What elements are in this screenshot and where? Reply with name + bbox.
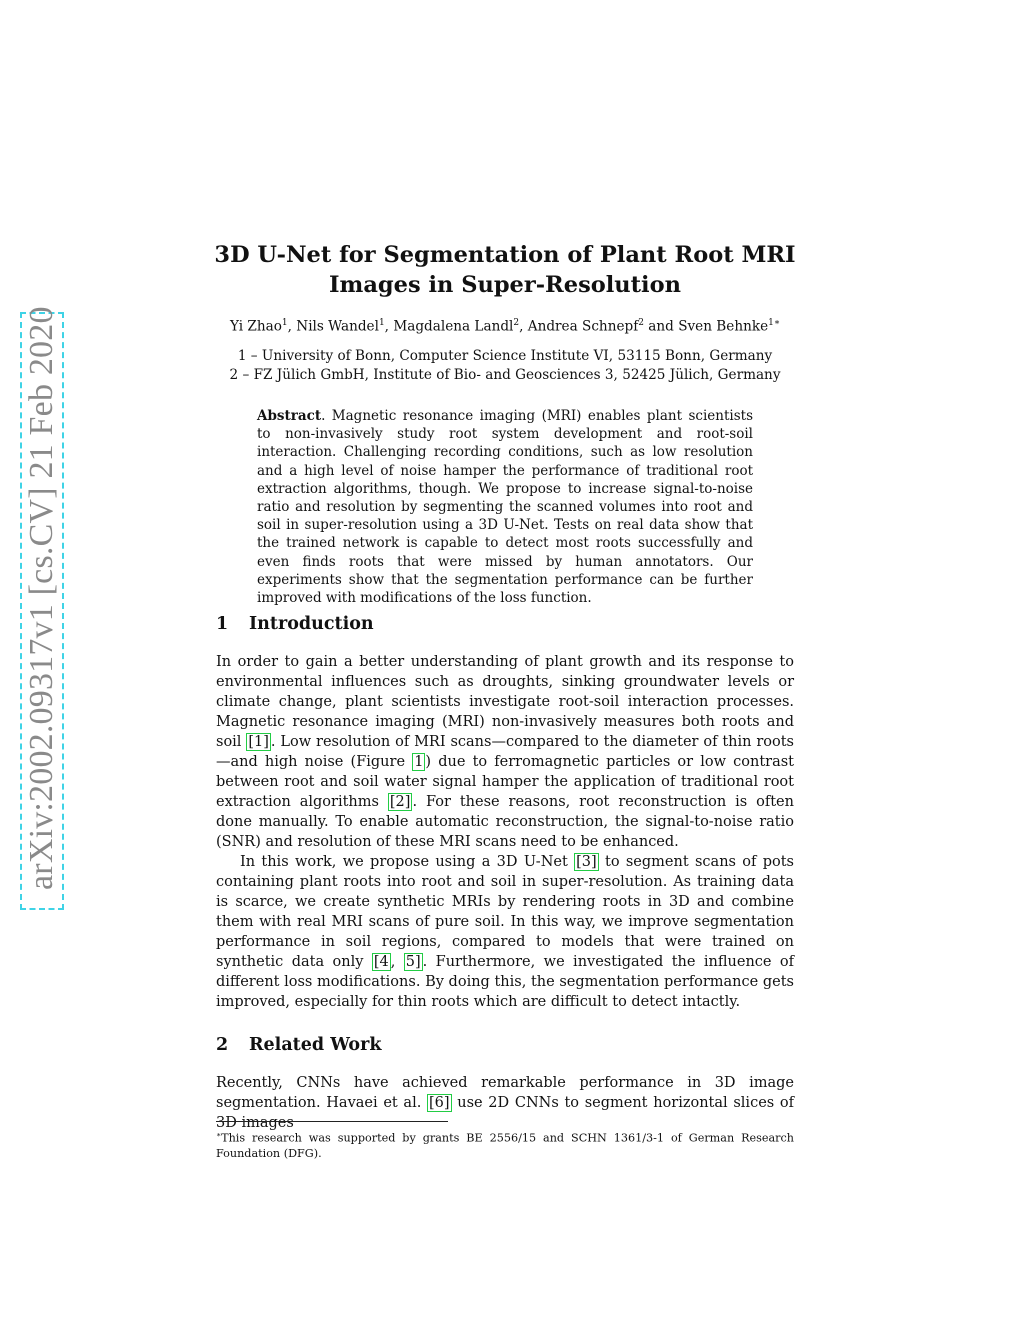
- arxiv-identifier: arXiv:2002.09317v1 [cs.CV] 21 Feb 2020: [23, 306, 60, 890]
- author-list: Yi Zhao$^1$, Nils Wandel$^1$, Magdalena Landl$^2$, Andrea Schnepf$^2$ and Sven Behnke$^{1∗}$: [230, 318, 780, 335]
- citation-link[interactable]: [4: [373, 954, 389, 970]
- author-mark: 2: [513, 318, 520, 328]
- section-title: Introduction: [249, 614, 374, 634]
- abstract-label: Abstract: [257, 408, 322, 424]
- citation-link[interactable]: [2]: [389, 794, 411, 810]
- footnote-text: This research was supported by grants BE 2556/15 and SCHN 1361/3-1 of German Research Foundation (DFG).: [216, 1131, 794, 1161]
- abstract-text: . Magnetic resonance imaging (MRI) enables plant scientists to non-invasively study root system development and root-soil interaction. Challenging recording conditions, such as low resolution and a high level of noise hamper the performance of traditional root extraction algorithms, though. We propose to increase signal-to-noise ratio and resolution by segmenting the scanned volumes into root and soil in super-resolution using a 3D U-Net. Tests on real data show that the trained network is capable to detect most roots successfully and even finds roots that were missed by human annotators. Our experiments show that the segmentation performance can be further improved with modifications of the loss function.: [257, 408, 753, 607]
- figure-link[interactable]: 1: [414, 754, 424, 770]
- author-mark: 1∗: [768, 318, 780, 328]
- intro-paragraph-1: In order to gain a better understanding of plant growth and its response to environmental influences such as droughts, sinking groundwater levels or climate change, plant scientists investigate root-soil interaction processes. Magnetic resonance imaging (MRI) non-invasively measures both roots and soil [1] . Low resolution of MRI scans—compared to the diameter of thin roots—and high noise (Figure 1 ) due to ferromagnetic particles or low contrast between root and soil water signal hamper the application of traditional root extraction algorithms [2] . For these reasons, root reconstruction is often done manually. To enable automatic reconstruction, the signal-to-noise ratio (SNR) and resolution of these MRI scans need to be enhanced.: [216, 654, 795, 850]
- affiliation-line: 2 – FZ Jülich GmbH, Institute of Bio- and Geosciences 3, 52425 Jülich, Germany: [229, 367, 781, 383]
- related-paragraph-1: Recently, CNNs have achieved remarkable performance in 3D image segmentation. Havaei et al. [6] use 2D CNNs to segment horizontal slices of 3D images: [216, 1075, 795, 1131]
- paper-title: 3D U-Net for Segmentation of Plant Root MRI Images in Super-Resolution: [214, 242, 796, 298]
- abstract: [257, 407, 753, 607]
- footnote-divider: [216, 1121, 448, 1122]
- affiliations: [190, 347, 820, 385]
- footnote-mark: ∗: [216, 1130, 222, 1139]
- section-number: 2: [216, 1035, 229, 1055]
- citation-link[interactable]: [1]: [248, 734, 269, 750]
- footnote: [216, 1127, 794, 1162]
- section-number: 1: [216, 614, 229, 634]
- author-name: Magdalena Landl: [393, 318, 514, 335]
- author-name: Nils Wandel: [296, 318, 379, 335]
- section-heading-introduction: [216, 613, 374, 635]
- citation-link[interactable]: [6]: [429, 1095, 450, 1111]
- intro-paragraph-2: In this work, we propose using a 3D U-Net [3] to segment scans of pots containing plant roots into root and soil in super-resolution. As training data is scarce, we create synthetic MRIs by rendering roots in 3D and combine them with real MRI scans of pure soil. In this way, we improve segmentation performance in soil regions, compared to models that were trained on synthetic data only [4 , 5] . Furthermore, we investigated the influence of different loss modifications. By doing this, the segmentation performance gets improved, especially for thin roots which are difficult to detect intactly.: [216, 854, 794, 1010]
- affiliation-line: 1 – University of Bonn, Computer Science Institute VI, 53115 Bonn, Germany: [237, 348, 773, 364]
- section-heading-related-work: [216, 1034, 381, 1056]
- author-name: Yi Zhao: [230, 318, 282, 335]
- citation-link[interactable]: [3]: [576, 854, 597, 870]
- author-mark: 1: [378, 318, 385, 328]
- author-mark: 2: [638, 318, 644, 328]
- citation-link[interactable]: 5]: [405, 954, 421, 970]
- author-name: Sven Behnke: [678, 318, 769, 335]
- section-title: Related Work: [249, 1035, 382, 1055]
- author-mark: 1: [281, 318, 288, 328]
- author-name: Andrea Schnepf: [527, 318, 639, 335]
